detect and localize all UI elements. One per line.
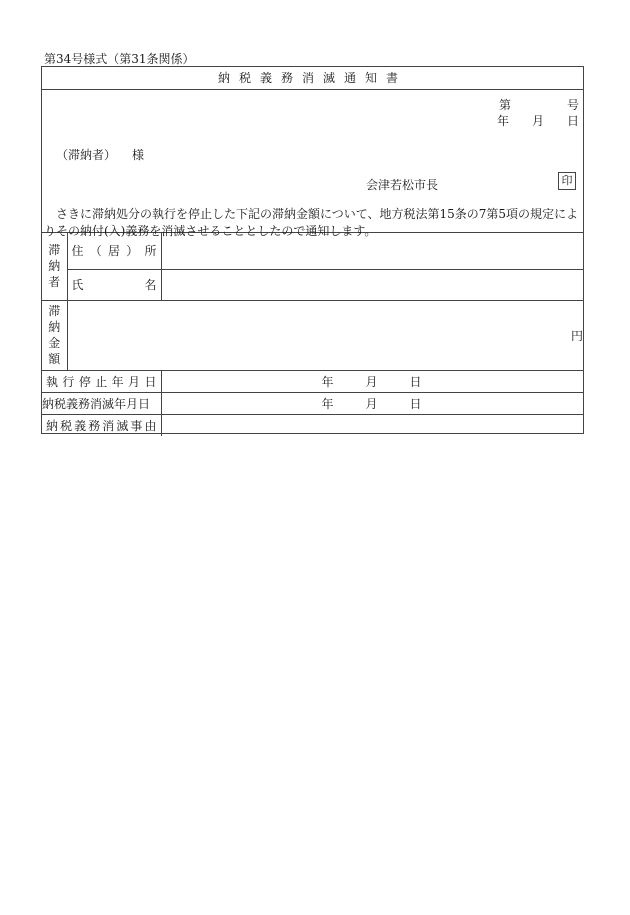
details-table xyxy=(42,233,583,436)
seal-mark: 印 xyxy=(558,172,576,190)
notice-text: さきに滞納処分の執行を停止した下記の滞納金額について、地方税法第15条の7第5項の規定によりその納付(入)義務を消滅させることとしたので通知します。 xyxy=(44,207,579,238)
document-number-prefix: 第 xyxy=(499,98,512,112)
form-number: 第34号様式（第31条関係） xyxy=(44,52,195,66)
addressee-honorific: 様 xyxy=(132,148,145,162)
delinquent-label-char: 納 xyxy=(48,259,61,274)
issue-date-month: 月 xyxy=(531,114,544,128)
name-label: 氏 名 xyxy=(67,269,161,300)
amount-unit: 円 xyxy=(570,328,583,343)
amount-value[interactable] xyxy=(67,300,583,370)
delinquent-label-char: 者 xyxy=(48,275,61,290)
document-number xyxy=(499,96,579,113)
amount-label: 滞 納 金 額 xyxy=(42,300,67,370)
name-row xyxy=(42,269,583,300)
suspension-date-label: 執 行 停 止 年 月 日 xyxy=(42,370,161,392)
extinction-date-label: 納税義務消滅年月日 xyxy=(42,392,161,414)
issue-date xyxy=(497,112,579,129)
reason-value[interactable] xyxy=(161,414,583,436)
delinquent-label-char: 滞 xyxy=(48,243,61,258)
address-label: 住 （ 居 ） 所 xyxy=(67,233,161,269)
extinction-date-row xyxy=(42,392,583,414)
form-title: 納税義務消滅通知書 xyxy=(42,67,583,90)
name-value[interactable] xyxy=(161,269,583,300)
issue-date-day: 日 xyxy=(566,114,579,128)
suspension-date-value[interactable]: 年 月 日 xyxy=(161,370,583,392)
document-number-suffix: 号 xyxy=(566,98,579,112)
issuer-name: 会津若松市長 xyxy=(366,178,439,192)
delinquent-label xyxy=(42,233,67,300)
addressee xyxy=(56,146,144,163)
extinction-date-value[interactable]: 年 月 日 xyxy=(161,392,583,414)
suspension-date-row xyxy=(42,370,583,392)
notice-header xyxy=(42,90,583,238)
reason-row xyxy=(42,414,583,436)
issue-date-year: 年 xyxy=(497,114,510,128)
addressee-label: （滞納者） xyxy=(56,148,117,162)
notice-form xyxy=(41,66,584,434)
amount-row xyxy=(42,300,583,370)
reason-label: 納 税 義 務 消 滅 事 由 xyxy=(42,414,161,436)
